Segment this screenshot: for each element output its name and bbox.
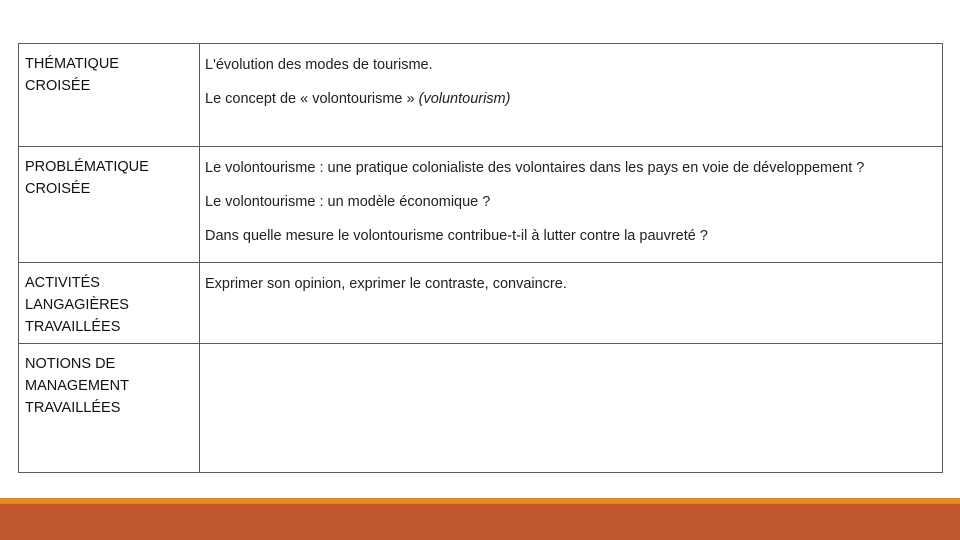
row-label-thematique — [19, 44, 200, 147]
row-label-problematique — [19, 147, 200, 263]
row-content-thematique — [200, 44, 943, 147]
table-row — [19, 44, 943, 147]
footer-band — [0, 504, 960, 540]
row-content-notions — [200, 344, 943, 473]
row-label-text: PROBLÉMATIQUE CROISÉE — [25, 159, 149, 197]
content-paragraph: Dans quelle mesure le volontourisme contribue-t-il à lutter contre la pauvreté ? — [205, 228, 708, 244]
row-label-activites — [19, 263, 200, 344]
table-row — [19, 263, 943, 344]
content-paragraph — [205, 88, 936, 110]
content-paragraph: Le volontourisme : une pratique colonialiste des volontaires dans les pays en voie de développement ? — [205, 160, 865, 176]
content-text: Le concept de « volontourisme » — [205, 91, 419, 107]
row-content-problematique — [200, 147, 943, 263]
row-label-text: ACTIVITÉS LANGAGIÈRES TRAVAILLÉES — [25, 275, 129, 335]
row-label-text: THÉMATIQUE CROISÉE — [25, 56, 119, 94]
content-paragraph: L'évolution des modes de tourisme. — [205, 57, 433, 73]
content-italic-text: (voluntourism) — [418, 91, 511, 107]
table-row — [19, 147, 943, 263]
topic-table — [18, 43, 943, 473]
content-paragraph: Le volontourisme : un modèle économique ? — [205, 194, 491, 210]
row-content-activites — [200, 263, 943, 344]
content-paragraph: Exprimer son opinion, exprimer le contraste, convaincre. — [205, 276, 567, 292]
footer-bar — [0, 498, 960, 540]
row-label-notions — [19, 344, 200, 473]
row-label-text: NOTIONS DE MANAGEMENT TRAVAILLÉES — [25, 356, 129, 416]
table-row — [19, 344, 943, 473]
